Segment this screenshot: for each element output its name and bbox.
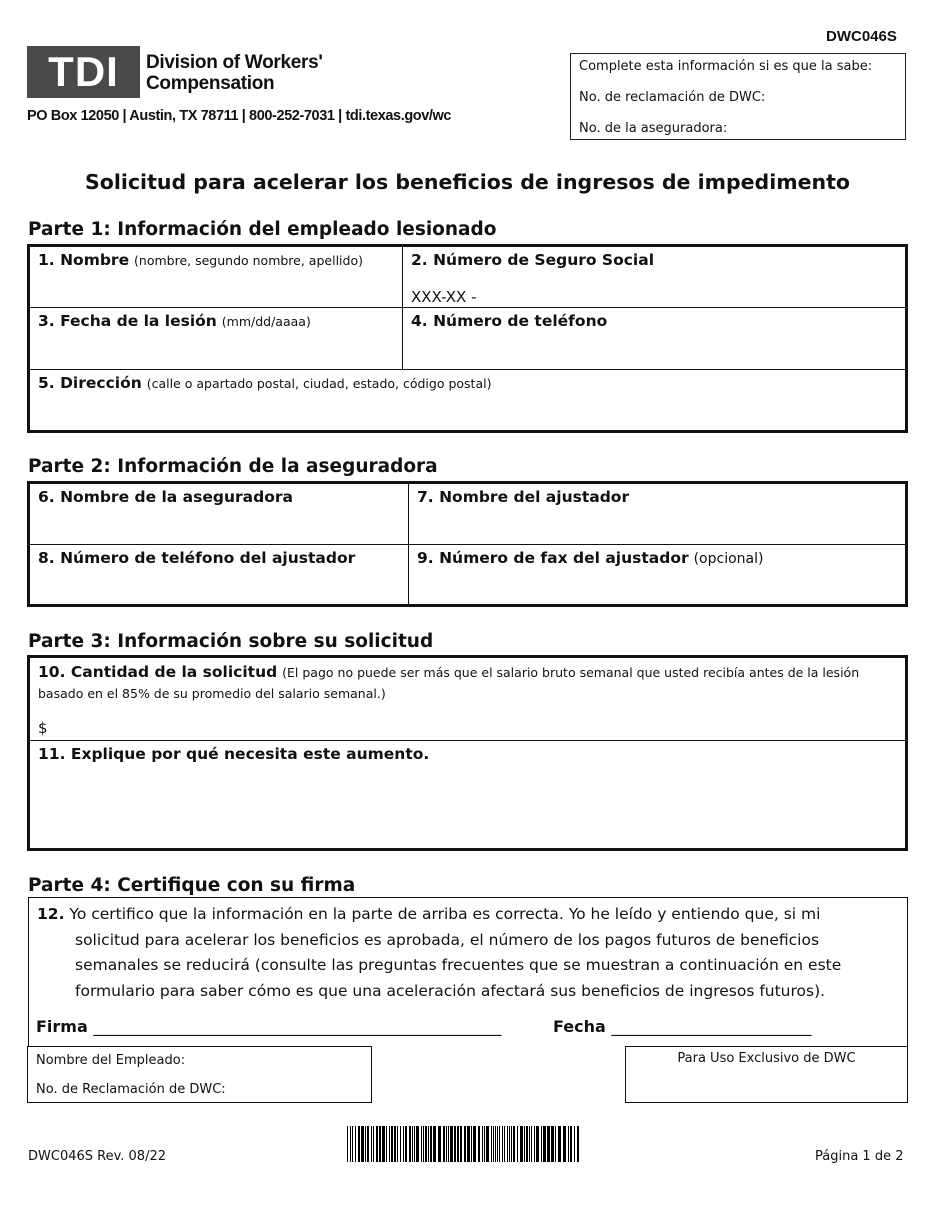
- barcode-bar: [423, 1126, 424, 1162]
- dwc-claim-number-field[interactable]: No. de reclamación de DWC:: [579, 90, 766, 105]
- adjuster-name-label: 7. Nombre del ajustador: [417, 488, 630, 506]
- barcode-bar: [504, 1126, 505, 1162]
- barcode-bar: [531, 1126, 532, 1162]
- barcode-bar: [382, 1126, 385, 1162]
- part3-heading: Parte 3: Información sobre su solicitud: [28, 631, 434, 652]
- cert-line-2: solicitud para acelerar los beneficios es aprobada, el número de los pagos futuros de beneficios: [75, 930, 820, 949]
- barcode-bar: [482, 1126, 483, 1162]
- date-line: _________________________: [611, 1017, 812, 1036]
- barcode-bar: [471, 1126, 472, 1162]
- barcode-bar: [577, 1126, 579, 1162]
- cert-number: 12.: [37, 905, 65, 923]
- employee-name-entry[interactable]: Nombre del Empleado:: [36, 1053, 186, 1068]
- barcode-bar: [446, 1126, 447, 1162]
- barcode-bar: [443, 1126, 445, 1162]
- barcode-bar: [464, 1126, 466, 1162]
- employee-name-hint: (nombre, segundo nombre, apellido): [134, 253, 363, 268]
- barcode-bar: [403, 1126, 404, 1162]
- address-field[interactable]: [29, 370, 907, 432]
- barcode-bar: [365, 1126, 366, 1162]
- employee-claim-entry[interactable]: No. de Reclamación de DWC:: [36, 1082, 226, 1097]
- agency-name-line2: Compensation: [146, 73, 275, 94]
- barcode-bar: [502, 1126, 503, 1162]
- barcode-bar: [448, 1126, 449, 1162]
- barcode-bar: [536, 1126, 539, 1162]
- part1-heading: Parte 1: Información del empleado lesionado: [28, 219, 497, 240]
- barcode-bar: [350, 1126, 351, 1162]
- part2-table: [27, 481, 908, 607]
- employee-name-field[interactable]: [29, 246, 403, 308]
- part3-table: [27, 655, 908, 851]
- barcode-bar: [513, 1126, 515, 1162]
- dwc-use-only-box: Para Uso Exclusivo de DWC: [625, 1046, 908, 1103]
- barcode-bar: [433, 1126, 436, 1162]
- barcode-bar: [421, 1126, 422, 1162]
- tdi-logo: TDI: [27, 46, 140, 98]
- barcode-bar: [412, 1126, 413, 1162]
- barcode-bar: [497, 1126, 498, 1162]
- barcode-bar: [517, 1126, 518, 1162]
- part1-table: [27, 244, 908, 433]
- phone-field[interactable]: [403, 308, 907, 370]
- barcode-bar: [430, 1126, 432, 1162]
- barcode-bar: [347, 1126, 348, 1162]
- barcode-bar: [376, 1126, 378, 1162]
- barcode-bar: [409, 1126, 411, 1162]
- claim-info-box: [570, 53, 906, 140]
- barcode-bar: [361, 1126, 364, 1162]
- agency-name: [146, 52, 323, 94]
- cert-line-3: semanales se reducirá (consulte las preguntas frecuentes que se muestran a continuación en este: [75, 956, 842, 974]
- barcode-bar: [371, 1126, 372, 1162]
- barcode-bar: [373, 1126, 374, 1162]
- date-label: Fecha: [553, 1017, 606, 1036]
- barcode-bar: [379, 1126, 381, 1162]
- barcode-bar: [534, 1126, 535, 1162]
- barcode-bar: [425, 1126, 427, 1162]
- signature-field[interactable]: [36, 1017, 501, 1036]
- barcode-bar: [428, 1126, 429, 1162]
- barcode-bar: [386, 1126, 387, 1162]
- adjuster-fax-hint: (opcional): [693, 551, 764, 567]
- barcode-bar: [460, 1126, 462, 1162]
- barcode-bar: [414, 1126, 415, 1162]
- barcode-bar: [367, 1126, 369, 1162]
- barcode-bar: [558, 1126, 561, 1162]
- barcode-bar: [543, 1126, 546, 1162]
- barcode-bar: [397, 1126, 398, 1162]
- phone-label: 4. Número de teléfono: [411, 312, 608, 330]
- agency-address: PO Box 12050 | Austin, TX 78711 | 800-252-7031 | tdi.texas.gov/wc: [27, 108, 452, 124]
- injury-date-label: 3. Fecha de la lesión: [38, 312, 217, 330]
- barcode-bar: [499, 1126, 500, 1162]
- barcode-bar: [507, 1126, 508, 1162]
- part2-heading: Parte 2: Información de la aseguradora: [28, 456, 438, 477]
- barcode-bar: [495, 1126, 496, 1162]
- ssn-mask: XXX-XX -: [411, 288, 477, 306]
- barcode-bar: [394, 1126, 396, 1162]
- barcode-bar: [524, 1126, 525, 1162]
- barcode-bar: [568, 1126, 569, 1162]
- barcode-bar: [416, 1126, 419, 1162]
- barcode-bar: [400, 1126, 401, 1162]
- currency-symbol: $: [38, 719, 48, 737]
- adjuster-phone-field[interactable]: [29, 545, 409, 606]
- barcode-bar: [555, 1126, 556, 1162]
- barcode-bar: [511, 1126, 512, 1162]
- address-label: 5. Dirección: [38, 374, 142, 392]
- barcode-bar: [438, 1126, 441, 1162]
- request-amount-label: 10. Cantidad de la solicitud: [38, 663, 278, 681]
- increase-reason-field[interactable]: [29, 741, 907, 850]
- barcode-bar: [355, 1126, 356, 1162]
- footer-page-number: Página 1 de 2: [815, 1149, 904, 1164]
- part4-heading: Parte 4: Certifique con su firma: [28, 875, 356, 896]
- cert-line-4: formulario para saber cómo es que una aceleración afectará sus beneficios de ingresos futuros).: [75, 981, 826, 1000]
- barcode-bar: [389, 1126, 390, 1162]
- barcode-bar: [391, 1126, 393, 1162]
- date-field[interactable]: [553, 1017, 811, 1036]
- barcode-bar: [491, 1126, 492, 1162]
- signature-line: ___________________________________________________: [93, 1017, 502, 1036]
- barcode-bar: [529, 1126, 530, 1162]
- injury-date-field[interactable]: [29, 308, 403, 370]
- barcode-bar: [509, 1126, 510, 1162]
- barcode-bar: [520, 1126, 523, 1162]
- adjuster-fax-field[interactable]: [409, 545, 907, 606]
- employee-name-label: 1. Nombre: [38, 251, 130, 269]
- employee-box: [27, 1046, 372, 1103]
- ssn-field[interactable]: [403, 246, 907, 308]
- barcode-bar: [570, 1126, 572, 1162]
- barcode: [347, 1126, 582, 1162]
- address-hint: (calle o apartado postal, ciudad, estado, código postal): [146, 376, 492, 391]
- page-title: Solicitud para acelerar los beneficios de ingresos de impedimento: [85, 170, 850, 194]
- agency-name-line1: Division of Workers': [146, 52, 323, 73]
- ssn-label: 2. Número de Seguro Social: [411, 251, 655, 269]
- barcode-bar: [541, 1126, 542, 1162]
- barcode-bar: [574, 1126, 575, 1162]
- adjuster-phone-label: 8. Número de teléfono del ajustador: [38, 549, 356, 567]
- barcode-bar: [547, 1126, 550, 1162]
- barcode-bar: [563, 1126, 566, 1162]
- adjuster-name-field[interactable]: [409, 483, 907, 545]
- request-amount-field[interactable]: [29, 657, 907, 741]
- cert-line-1: Yo certifico que la información en la parte de arriba es correcta. Yo he leído y entiendo que, si mi: [69, 905, 821, 923]
- barcode-bar: [526, 1126, 528, 1162]
- form-code: DWC046S: [826, 28, 897, 45]
- barcode-bar: [478, 1126, 480, 1162]
- insurer-name-label: 6. Nombre de la aseguradora: [38, 488, 293, 506]
- barcode-bar: [484, 1126, 485, 1162]
- barcode-bar: [454, 1126, 456, 1162]
- claim-info-intro: Complete esta información si es que la sabe:: [579, 59, 873, 74]
- insurer-number-field[interactable]: No. de la aseguradora:: [579, 121, 728, 136]
- adjuster-fax-label: 9. Número de fax del ajustador: [417, 549, 689, 567]
- barcode-bar: [551, 1126, 554, 1162]
- certification-text: [37, 902, 882, 1004]
- injury-date-hint: (mm/dd/aaaa): [221, 314, 311, 329]
- insurer-name-field[interactable]: [29, 483, 409, 545]
- barcode-bar: [467, 1126, 470, 1162]
- signature-label: Firma: [36, 1017, 88, 1036]
- increase-reason-label: 11. Explique por qué necesita este aumento.: [38, 745, 430, 763]
- barcode-bar: [352, 1126, 353, 1162]
- barcode-bar: [486, 1126, 489, 1162]
- barcode-bar: [450, 1126, 453, 1162]
- barcode-bar: [473, 1126, 476, 1162]
- footer-form-revision: DWC046S Rev. 08/22: [28, 1149, 166, 1164]
- request-amount-hint: (El pago no puede ser más que el salario bruto semanal que usted recibía antes de la lesión basado en el 85% de su promedio del salario semanal.): [38, 665, 860, 701]
- barcode-bar: [457, 1126, 459, 1162]
- barcode-bar: [493, 1126, 494, 1162]
- barcode-bar: [358, 1126, 360, 1162]
- barcode-bar: [405, 1126, 407, 1162]
